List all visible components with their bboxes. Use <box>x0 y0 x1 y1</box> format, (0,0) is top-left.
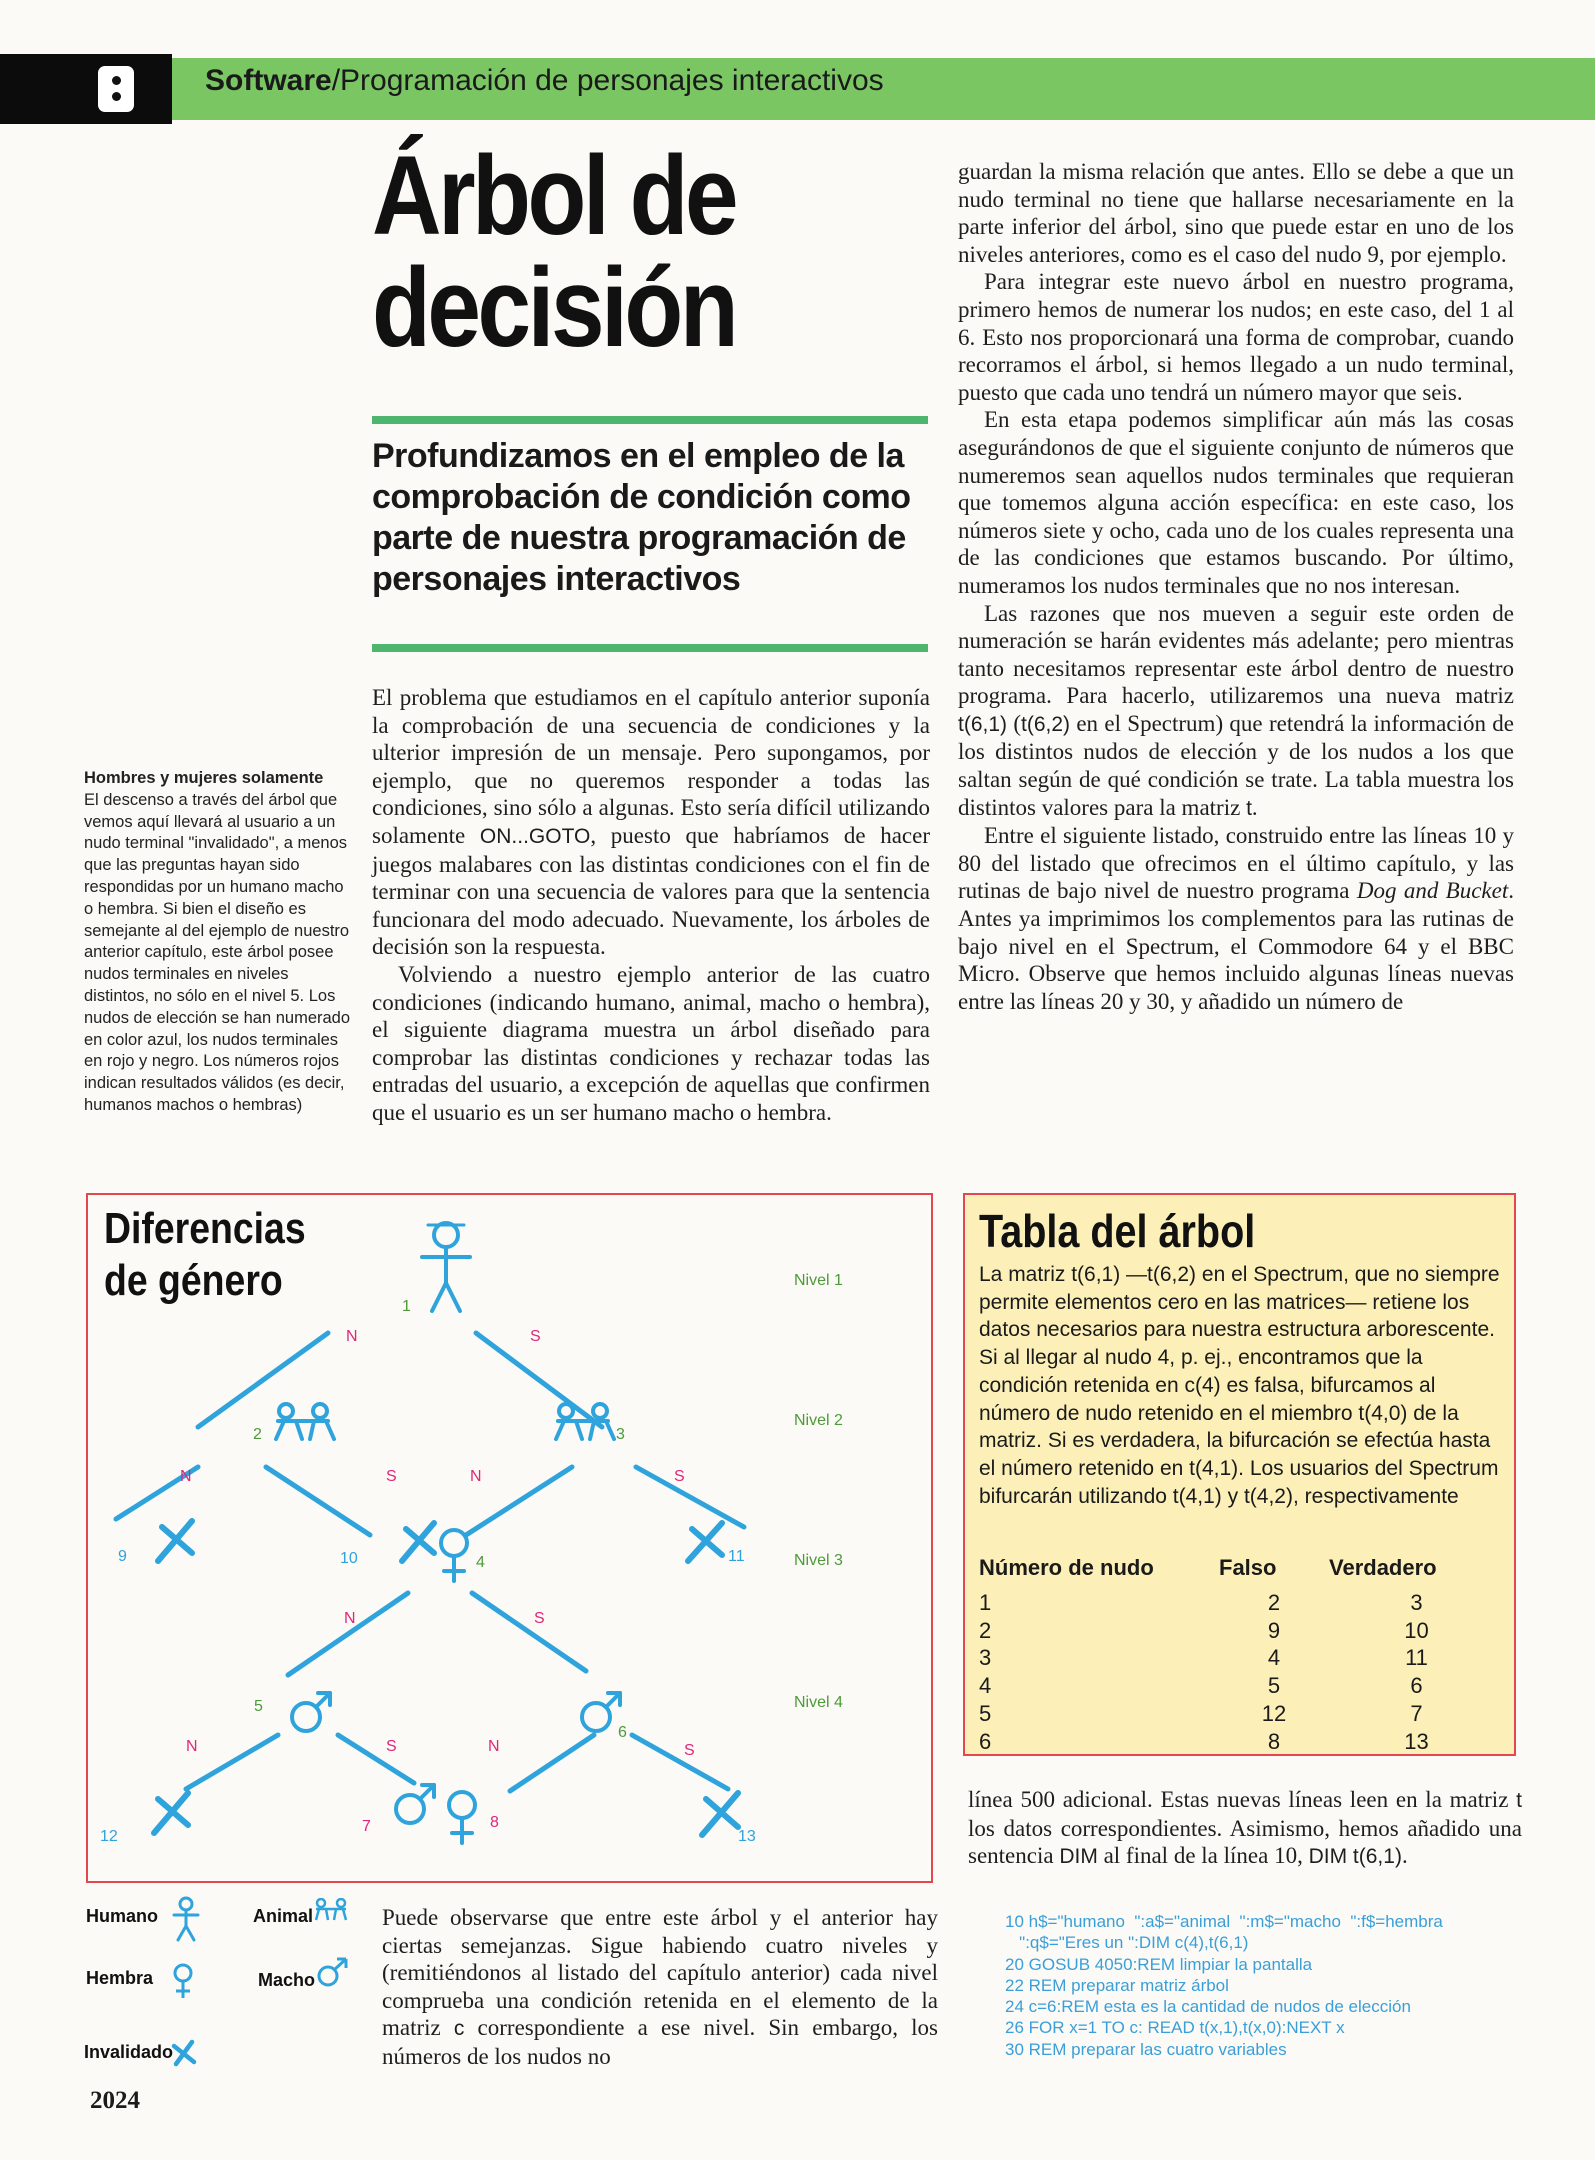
legend-humano-icon <box>168 1896 204 1942</box>
legend-animal-icon <box>314 1898 348 1922</box>
software-icon <box>98 66 134 112</box>
edge-3-4 <box>466 1467 572 1535</box>
legend-hembra-label: Hembra <box>86 1968 154 1988</box>
header-false: Falso <box>1219 1555 1277 1580</box>
tree-graphic <box>88 1195 935 1885</box>
col2-paragraph-3: En esta etapa podemos simplificar aún más las cosas asegurándonos de que el siguiente conjunto de números que numeremos sean aquellos nudos terminales que requieran que tomemos alguna acción específica: en este caso, los números siete y ocho, cada uno de los cuales representa una de las condiciones que estamos buscando. Por último, numeramos los nudos terminales que no nos interesan. <box>958 407 1514 598</box>
code-line: 22 REM preparar matriz árbol <box>1005 1975 1229 1995</box>
level-label-2: Nivel 2 <box>794 1412 843 1429</box>
col2-paragraph-2: Para integrar este nuevo árbol en nuestro programa, primero hemos de numerar los nudos; en este caso, del 1 al 6. Esto nos proporcionará una forma de comprobar, cuando recorramos el árbol, si hemos llegado a un nudo terminal, puesto que cada uno tendrá un número mayor que seis. <box>958 269 1514 405</box>
female-icon-node-4 <box>441 1530 467 1581</box>
legend-macho-icon <box>316 1956 350 1988</box>
section-heading <box>205 64 884 98</box>
tree-table-box <box>963 1193 1516 1756</box>
node-label-6: 6 <box>618 1724 627 1741</box>
table-row: 3 4 11 <box>979 1645 1428 1671</box>
edge-label-n: N <box>186 1738 198 1755</box>
edge-label-n: N <box>488 1738 500 1755</box>
invalid-icon-node-13 <box>702 1793 738 1835</box>
edge-3-11 <box>636 1467 744 1527</box>
gender-tree-diagram <box>86 1193 933 1883</box>
col2-paragraph-5: Entre el siguiente listado, construido entre las líneas 10 y 80 del listado que ofrecimos en el último capítulo, y las rutinas de bajo nivel de nuestro programa Dog and Bucket. Antes ya imprimimos los complementos para las rutinas de bajo nivel en el Spectrum, el Commodore 64 y el BBC Micro. Observe que hemos incluido algunas líneas nuevas entre las líneas 20 y 30, y añadido un número de <box>958 823 1514 1014</box>
edge-label-n: N <box>346 1328 358 1345</box>
table-row: 2 9 10 <box>979 1617 1429 1643</box>
node-table <box>979 1555 1504 1755</box>
code-line: 20 GOSUB 4050:REM limpiar la pantalla <box>1005 1954 1313 1974</box>
node-label-7: 7 <box>362 1818 371 1835</box>
title-line-2: decisión <box>372 245 736 370</box>
edge-label-s: S <box>530 1328 541 1345</box>
node-label-9: 9 <box>118 1548 127 1565</box>
edge-label-s: S <box>386 1738 397 1755</box>
male-icon-node-6 <box>582 1693 620 1731</box>
column-1-bottom-text <box>382 1904 938 2071</box>
rule-bottom <box>372 644 928 652</box>
node-label-2: 2 <box>253 1426 262 1443</box>
legend-invalidado-label: Invalidado <box>84 2042 174 2062</box>
edge-label-s: S <box>684 1742 695 1759</box>
code-line: 30 REM preparar las cuatro variables <box>1005 2039 1287 2059</box>
table-row: 6 8 13 <box>979 1728 1429 1754</box>
article-title <box>372 133 736 370</box>
edge-label-s: S <box>386 1468 397 1485</box>
col2b-paragraph: línea 500 adicional. Estas nuevas líneas leen en la matriz t los datos correspondientes. Asimismo, hemos añadido una sentencia DIM al final de la línea 10, DIM t(6,1). <box>968 1787 1522 1869</box>
edge-6-8 <box>510 1735 594 1791</box>
code-line: 10 h$="humano ":a$="animal ":m$="macho ":f$=hembra <box>1005 1912 1443 1931</box>
title-line-1: Árbol de <box>372 133 736 258</box>
animal-icon-node-2 <box>276 1404 334 1439</box>
col2-paragraph-1: guardan la misma relación que antes. Ello se debe a que un nudo terminal no tiene que hallarse necesariamente en la parte inferior del árbol, sino que puede estar en uno de los niveles anteriores, como es el caso del nudo 9, por ejemplo. <box>958 159 1514 267</box>
edge-5-12 <box>186 1735 278 1789</box>
article-subtitle: Profundizamos en el empleo de la comprobación de condición como parte de nuestra programación de personajes interactivos <box>372 437 911 598</box>
legend-humano-label: Humano <box>86 1906 158 1926</box>
table-row: 1 2 3 <box>979 1590 1423 1615</box>
column-2-text <box>958 158 1514 1015</box>
level-label-4: Nivel 4 <box>794 1694 843 1711</box>
node-label-10: 10 <box>340 1550 358 1567</box>
code-line: ":q$="Eres un ":DIM c(4),t(6,1) <box>1005 1933 1249 1953</box>
human-icon-node-1 <box>422 1223 470 1311</box>
edge-label-s: S <box>674 1468 685 1485</box>
table-box-description: La matriz t(6,1) —t(6,2) en el Spectrum, que no siempre permite elementos cero en las matrices— retiene los datos necesarios para nuestra estructura arborescente. Si al llegar al nudo 4, p. ej., encontramos que la condición retenida en c(4) es falsa, bifurcamos al número de nudo retenido en el miembro t(4,0) de la matriz. Si es verdadera, la bifurcación se efectúa hasta el número retenido en t(4,1). Los usuarios del Spectrum bifurcarán utilizando t(4,1) y t(4,2), respectivamente <box>979 1263 1500 1508</box>
code-line: 26 FOR x=1 TO c: READ t(x,1),t(x,0):NEXT x <box>1005 2018 1345 2038</box>
header-true: Verdadero <box>1329 1555 1437 1580</box>
edge-6-13 <box>632 1735 728 1789</box>
edge-4-6 <box>472 1593 586 1671</box>
level-label-3: Nivel 3 <box>794 1552 843 1569</box>
edge-label-n: N <box>180 1468 192 1485</box>
invalid-icon-node-10 <box>402 1523 434 1561</box>
male-icon-node-7 <box>396 1785 434 1823</box>
col1b-paragraph: Puede observarse que entre este árbol y el anterior hay ciertas semejanzas. Sigue habiendo cuatro niveles y (remitiéndonos al listado del capítulo anterior) cada nivel comprueba una condición retenida en el elemento de la matriz c correspondiente a ese nivel. Sin embargo, los números de los nudos no <box>382 1905 938 2069</box>
node-label-8: 8 <box>490 1814 499 1831</box>
caption-title: Hombres y mujeres solamente <box>84 769 324 787</box>
legend-macho-label: Macho <box>258 1970 316 1990</box>
node-label-12: 12 <box>100 1828 118 1845</box>
female-icon-node-8 <box>449 1792 475 1843</box>
page-number: 2024 <box>90 2087 140 2114</box>
node-label-13: 13 <box>738 1828 756 1845</box>
col1-paragraph-2: Volviendo a nuestro ejemplo anterior de las cuatro condiciones (indicando humano, animal, macho o hembra), el siguiente diagrama muestra un árbol diseñado para comprobar las distintas condiciones y rechazar todas las entradas del usuario, a excepción de aquellas que confirmen que el usuario es un ser humano macho o hembra. <box>372 961 930 1125</box>
col2-paragraph-4: Las razones que nos mueven a seguir este orden de numeración se harán evidentes más adelante; pero mientras tanto necesitamos representar este árbol dentro de nuestro programa. Para hacerlo, utilizaremos una nueva matriz t(6,1) (t(6,2) en el Spectrum) que retendrá la información de los distintos nudos de elección y de los nudos a los que saltan según de qué condición se trate. La tabla muestra los distintos valores para la matriz t. <box>958 600 1514 820</box>
column-2-bottom-text <box>968 1786 1522 1871</box>
edge-1-3 <box>476 1333 602 1427</box>
section-bold: Software <box>205 64 332 97</box>
figure-caption <box>84 768 352 1117</box>
legend-hembra-icon <box>168 1962 198 2000</box>
rule-top <box>372 416 928 424</box>
node-label-5: 5 <box>254 1698 263 1715</box>
edge-1-2 <box>198 1333 328 1427</box>
node-label-1: 1 <box>402 1298 411 1315</box>
edge-2-10 <box>266 1467 370 1535</box>
code-line: 24 c=6:REM esta es la cantidad de nudos de elección <box>1005 1997 1411 2017</box>
legend-animal-label: Animal <box>253 1906 314 1926</box>
invalid-icon-node-9 <box>158 1521 192 1561</box>
header-node: Número de nudo <box>979 1555 1154 1580</box>
code-listing <box>1005 1911 1545 2060</box>
node-label-4: 4 <box>476 1554 485 1571</box>
edge-label-s: S <box>534 1610 545 1627</box>
col1-paragraph-1: El problema que estudiamos en el capítulo anterior suponía la comprobación de una secuencia de condiciones y la ulterior impresión de un mensaje. Pero supongamos, por ejemplo, que no queremos responder a todas las condiciones, sino sólo a algunas. Esto sería difícil utilizando solamente ON...GOTO, puesto que habríamos de hacer juegos malabares con las distintas condiciones con el fin de terminar con una secuencia de valores para que la sentencia funcionara del modo adecuado. Nuevamente, los árboles de decisión son la respuesta. <box>372 685 931 960</box>
table-row: 4 5 6 <box>979 1673 1423 1699</box>
table-row: 5 12 7 <box>979 1700 1423 1726</box>
caption-text: El descenso a través del árbol que vemos aquí llevará al usuario a un nudo terminal "invalidado", a menos que las preguntas hayan sido respondidas por un humano macho o hembra. Si bien el diseño es semejante al del ejemplo de nuestro anterior capítulo, este árbol posee nudos terminales en niveles distintos, no sólo en el nivel 5. Los nudos de elección se han numerado en color azul, los nudos terminales en rojo y negro. Los números rojos indican resultados válidos (es decir, humanos machos o hembras) <box>84 790 351 1114</box>
edge-5-7 <box>338 1735 414 1783</box>
edge-label-n: N <box>344 1610 356 1627</box>
level-label-1: Nivel 1 <box>794 1272 843 1289</box>
legend-invalidado-icon <box>170 2038 198 2068</box>
invalid-icon-node-11 <box>688 1523 722 1561</box>
animal-icon-node-3 <box>556 1404 614 1439</box>
table-box-title: Tabla del árbol <box>979 1205 1256 1257</box>
header-black-block <box>0 54 172 124</box>
table-header-row <box>979 1555 1504 1589</box>
column-1-text <box>372 684 930 1127</box>
male-icon-node-5 <box>292 1693 330 1731</box>
edge-label-n: N <box>470 1468 482 1485</box>
section-rest: /Programación de personajes interactivos <box>331 64 884 97</box>
diagram-title: Diferencias de género <box>104 1204 306 1305</box>
node-label-3: 3 <box>616 1426 625 1443</box>
edge-4-5 <box>288 1593 408 1675</box>
node-label-11: 11 <box>728 1548 745 1565</box>
invalid-icon-node-12 <box>154 1793 188 1833</box>
